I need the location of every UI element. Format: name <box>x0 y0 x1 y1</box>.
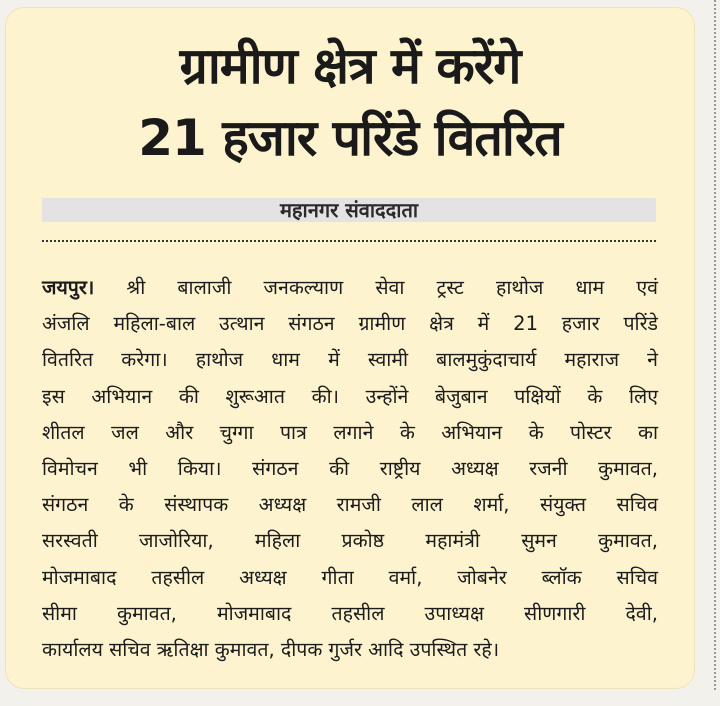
dotted-separator <box>42 240 656 242</box>
page-edge-divider <box>712 0 716 690</box>
headline-line-2: 21 हजार परिंडे वितरित <box>138 109 562 167</box>
article-line: विमोचन भी किया। संगठन की राष्ट्रीय अध्यक्ष रजनी कुमावत, <box>42 456 658 480</box>
article-line: कार्यालय सचिव ऋतिक्षा कुमावत, दीपक गुर्जर आदि उपस्थित रहे। <box>42 637 500 661</box>
article-body <box>42 270 658 668</box>
article-line: सरस्वती जाजोरिया, महिला प्रकोष्ठ महामंत्री सुमन कुमावत, <box>42 529 658 553</box>
headline <box>6 30 694 174</box>
headline-line-1: ग्रामीण क्षेत्र में करेंगे <box>179 37 521 95</box>
article-line: अंजलि महिला-बाल उत्थान संगठन ग्रामीण क्षेत्र में 21 हजार परिंडे <box>42 312 658 336</box>
article-line: वितरित करेगा। हाथोज धाम में स्वामी बालमुकुंदाचार्य महाराज ने <box>42 348 658 372</box>
article-line: सीमा कुमावत, मोजमाबाद तहसील उपाध्यक्ष सीणगारी देवी, <box>42 601 658 625</box>
article-line: शीतल जल और चुग्गा पात्र लगाने के अभियान के पोस्टर का <box>42 420 658 444</box>
article-line: इस अभियान की शुरूआत की। उन्होंने बेजुबान पक्षियों के लिए <box>42 384 658 408</box>
article-line <box>42 270 658 306</box>
article-line: मोजमाबाद तहसील अध्यक्ष गीता वर्मा, जोबनेर ब्लॉक सचिव <box>42 565 658 589</box>
article-line-text: श्री बालाजी जनकल्याण सेवा ट्रस्ट हाथोज धाम एवं <box>94 276 658 299</box>
dateline: जयपुर। <box>42 276 95 299</box>
news-clipping <box>6 8 694 688</box>
byline: महानगर संवाददाता <box>279 198 419 222</box>
article-line: संगठन के संस्थापक अध्यक्ष रामजी लाल शर्मा, संयुक्त सचिव <box>42 493 658 517</box>
